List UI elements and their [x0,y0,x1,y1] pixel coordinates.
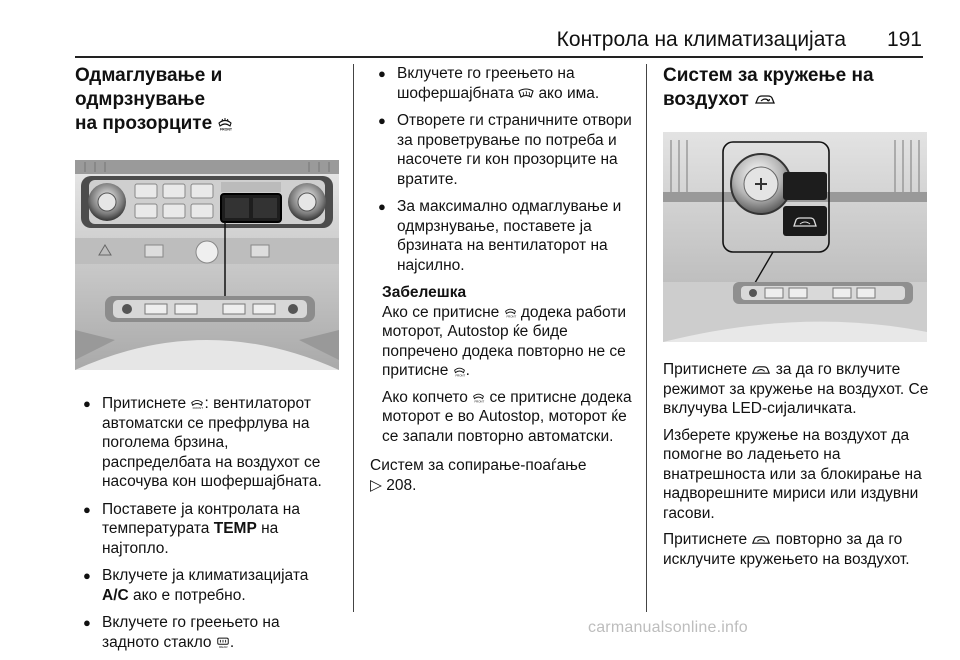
right-body [663,360,929,569]
front-defrost-icon [453,365,466,377]
left-bullet-list [75,394,339,652]
front-defrost-icon [217,117,233,131]
reference-arrow-icon: ▷ [370,476,382,494]
air-recirculation-icon [751,534,771,546]
page-number: 191 [886,28,922,51]
list-item: ● Вклучете го греењето на задното стакло REAR . [83,614,280,651]
note-block [370,283,636,446]
left-column [75,64,339,660]
running-header-title: Контрола на климатизацијата [556,28,846,51]
column-divider-1 [353,64,354,612]
rear-window-heater-icon [216,636,230,649]
air-recirculation-icon [754,93,776,106]
svg-text:FRONT: FRONT [193,406,204,411]
recirc-paragraph-3: Притиснете повторно за да го исклучите кружењето на воздухот. [663,531,910,568]
header-rule [75,56,923,58]
windshield-heater-icon [518,88,534,99]
svg-text:FRONT: FRONT [506,314,516,319]
svg-text:REAR: REAR [218,645,228,649]
note-paragraph-2: Ако копчето FRONT се притисне додека моторот е во Autostop, моторот ќе се запали повторно автоматски. [382,388,632,445]
front-defrost-icon [190,397,204,410]
section-heading-defrost: Одмаглување и одмрзнување на прозорците FRONT [75,65,233,134]
right-column [663,64,929,576]
recirc-paragraph-1: Притиснете за да го вклучите режимот за кружење на воздухот. Се вклучува LED-сијаличката. [663,361,929,417]
note-heading: Забелешка [382,284,467,301]
cross-reference: Систем за сопирање-поаѓање ▷ 208. [370,457,587,494]
note-paragraph-1: Ако се притисне FRONT додека работи моторот, Autostop ќе биде попречено додека повторно не се притисне FRONT . [382,303,627,379]
reference-link[interactable]: 208. [386,476,417,494]
list-item: ● Притиснете FRONT : вентилаторот автоматски се префрлува на поголема брзина, распределбата на воздухот се насочува кон шофершајбната. [83,395,322,490]
column-divider-2 [646,64,647,612]
list-item: ● Вклучете ја климатизацијата A/C ако е потребно. [83,567,309,604]
climate-panel-figure-recirculation [663,132,927,342]
watermark: carmanualsonline.info [588,619,748,636]
list-item: ● За максимално одмаглување и одмрзнување, поставете ја брзината на вентилаторот на најсилно. [378,198,622,274]
svg-text:FRONT: FRONT [474,399,485,404]
svg-text:FRONT: FRONT [455,373,465,377]
recirc-paragraph-2: Изберете кружење на воздухот да помогне во ладењето на внатрешноста или за блокирање на надворешните мириси или издувни гасови. [663,426,922,522]
middle-column [370,64,636,502]
list-item: ● Вклучете го греењето на шофершајбната ако има. [378,65,600,102]
climate-panel-figure-defrost [75,160,339,370]
section-heading-recirculation: Систем за кружење на воздухот [663,65,874,110]
list-item: ● Поставете ја контролата на температурата TEMP на најтопло. [83,500,300,557]
front-defrost-icon [504,306,517,318]
front-defrost-icon [472,391,485,403]
recirculation-button-illustration [663,132,927,342]
middle-bullet-list [370,64,636,275]
air-recirculation-icon [751,364,771,376]
svg-text:FRONT: FRONT [220,127,233,131]
list-item: ● Отворете ги страничните отвори за проветрување по потреба и насочете ги кон прозорците на вратите. [378,112,632,188]
climate-panel-illustration [75,160,339,370]
